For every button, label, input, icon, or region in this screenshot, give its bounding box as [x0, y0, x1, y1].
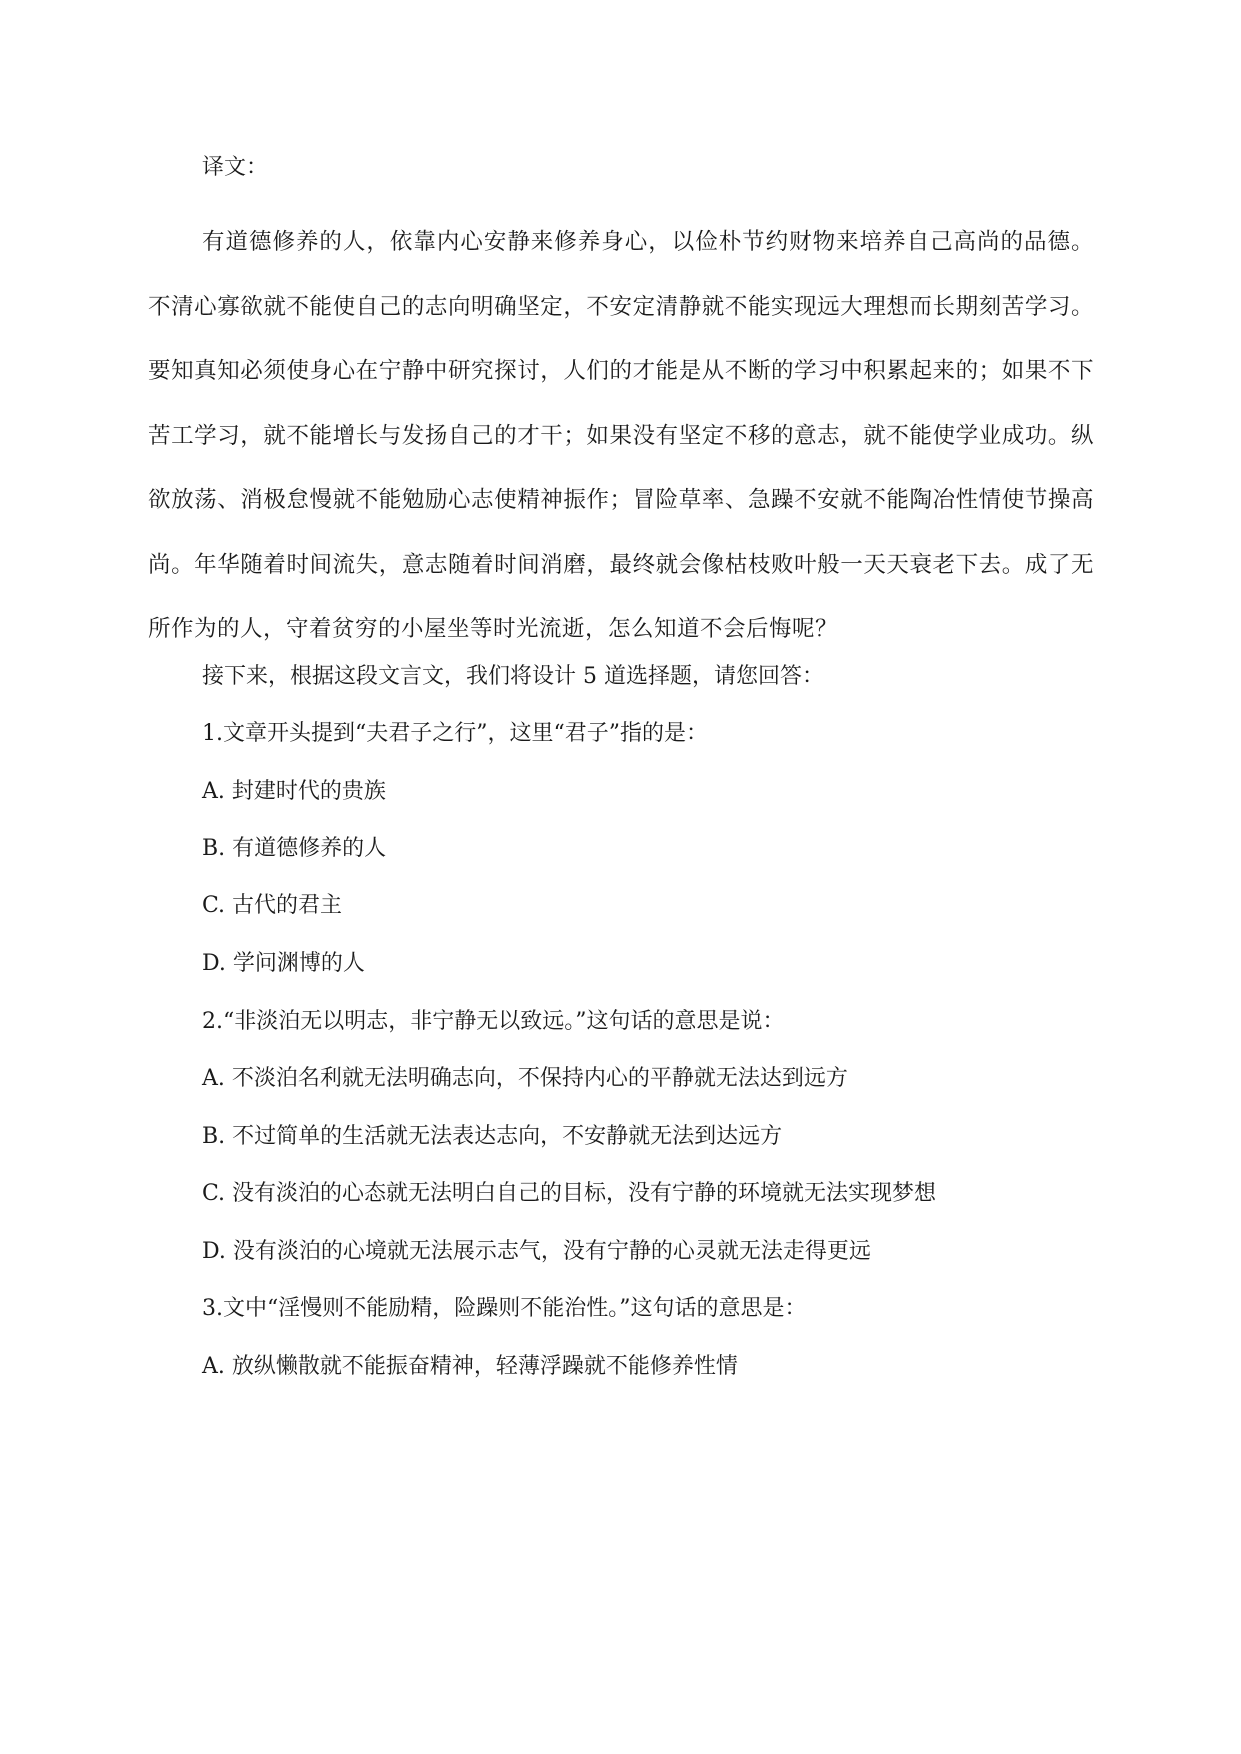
question-2-option-d: D. 没有淡泊的心境就无法展示志气，没有宁静的心灵就无法走得更远	[202, 1239, 871, 1264]
question-1-option-a: A. 封建时代的贵族	[202, 779, 386, 804]
question-2-option-c: C. 没有淡泊的心态就无法明白自己的目标，没有宁静的环境就无法实现梦想	[202, 1181, 937, 1206]
question-2-option-b: B. 不过简单的生活就无法表达志向，不安静就无法到达远方	[202, 1124, 783, 1149]
question-1-option-b: B. 有道德修养的人	[202, 836, 387, 861]
question-3-option-a: A. 放纵懒散就不能振奋精神，轻薄浮躁就不能修养性情	[202, 1354, 738, 1379]
quiz-intro: 接下来，根据这段文言文，我们将设计 5 道选择题，请您回答：	[202, 664, 824, 689]
translation-paragraph: 有道德修养的人，依靠内心安静来修养身心，以俭朴节约财物来培养自己高尚的品德。不清心寡欲就不能使自己的志向明确坚定，不安定清静就不能实现远大理想而长期刻苦学习。要知真知必须使身心在宁静中研究探讨，人们的才能是从不断的学习中积累起来的；如果不下苦工学习，就不能增长与发扬自己的才干；如果没有坚定不移的意志，就不能使学业成功。纵欲放荡、消极怠慢就不能勉励心志使精神振作；冒险草率、急躁不安就不能陶冶性情使节操高尚。年华随着时间流失，意志随着时间消磨，最终就会像枯枝败叶般一天天衰老下去。成了无所作为的人，守着贫穷的小屋坐等时光流逝，怎么知道不会后悔呢？	[148, 229, 1094, 642]
question-3-stem: 3.文中“淫慢则不能励精，险躁则不能治性。”这句话的意思是：	[202, 1296, 807, 1321]
question-2-stem: 2.“非淡泊无以明志，非宁静无以致远。”这句话的意思是说：	[202, 1009, 785, 1034]
translation-heading: 译文：	[202, 155, 269, 180]
question-1-option-d: D. 学问渊博的人	[202, 951, 365, 976]
question-2-option-a: A. 不淡泊名利就无法明确志向，不保持内心的平静就无法达到远方	[202, 1066, 848, 1091]
question-1-stem: 1.文章开头提到“夫君子之行”，这里“君子”指的是：	[202, 721, 708, 746]
question-1-option-c: C. 古代的君主	[202, 893, 343, 918]
